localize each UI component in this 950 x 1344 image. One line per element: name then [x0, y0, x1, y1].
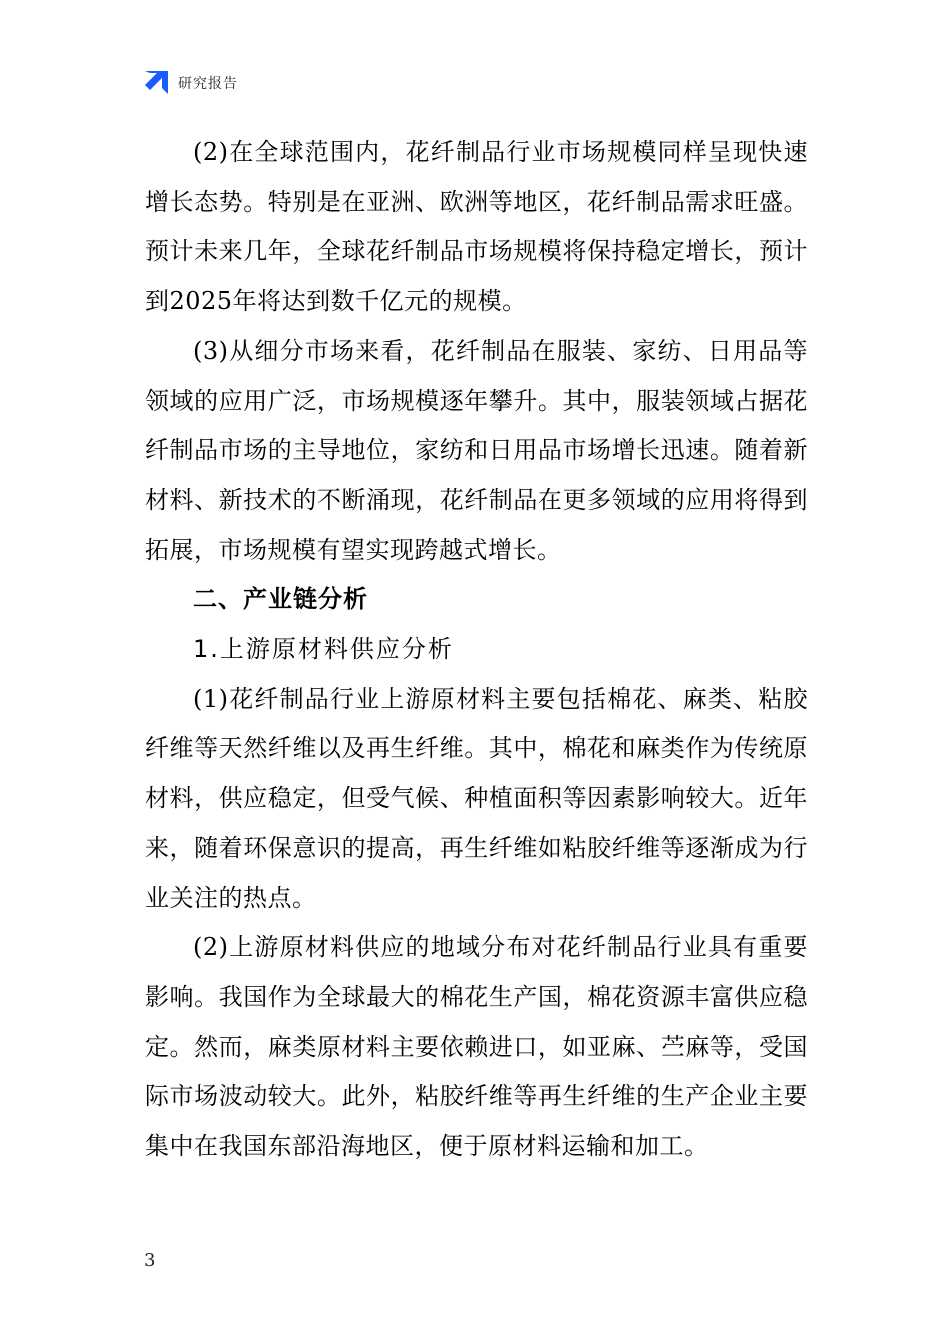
- page-header: [144, 70, 238, 96]
- paragraph-regional-supply: (2)上游原材料供应的地域分布对花纤制品行业具有重要影响。我国作为全球最大的棉花生产国，棉花资源丰富供应稳定。然而，麻类原材料主要依赖进口，如亚麻、苎麻等，受国际市场波动较大。此外，粘胶纤维等再生纤维的生产企业主要集中在我国东部沿海地区，便于原材料运输和加工。: [145, 933, 808, 1161]
- paragraph-global-market: (2)在全球范围内，花纤制品行业市场规模同样呈现快速增长态势。特别是在亚洲、欧洲等地区，花纤制品需求旺盛。预计未来几年，全球花纤制品市场规模将保持稳定增长，预计到2025年将达到数千亿元的规模。: [145, 138, 808, 316]
- paragraph-segment-market: (3)从细分市场来看，花纤制品在服装、家纺、日用品等领域的应用广泛，市场规模逐年攀升。其中，服装领域占据花纤制品市场的主导地位，家纺和日用品市场增长迅速。随着新材料、新技术的不断涌现，花纤制品在更多领域的应用将得到拓展，市场规模有望实现跨越式增长。: [145, 336, 808, 564]
- page-number: 3: [144, 1250, 156, 1271]
- document-body: [145, 128, 808, 1172]
- paragraph-raw-materials: (1)花纤制品行业上游原材料主要包括棉花、麻类、粘胶纤维等天然纤维以及再生纤维。其中，棉花和麻类作为传统原材料，供应稳定，但受气候、种植面积等因素影响较大。近年来，随着环保意识的提高，再生纤维如粘胶纤维等逐渐成为行业关注的热点。: [145, 684, 808, 912]
- header-title: 研究报告: [178, 76, 238, 92]
- arrow-up-right-icon: [144, 71, 168, 95]
- section-heading: 二、产业链分析: [193, 585, 368, 614]
- subsection-heading: 1.上游原材料供应分析: [193, 635, 454, 664]
